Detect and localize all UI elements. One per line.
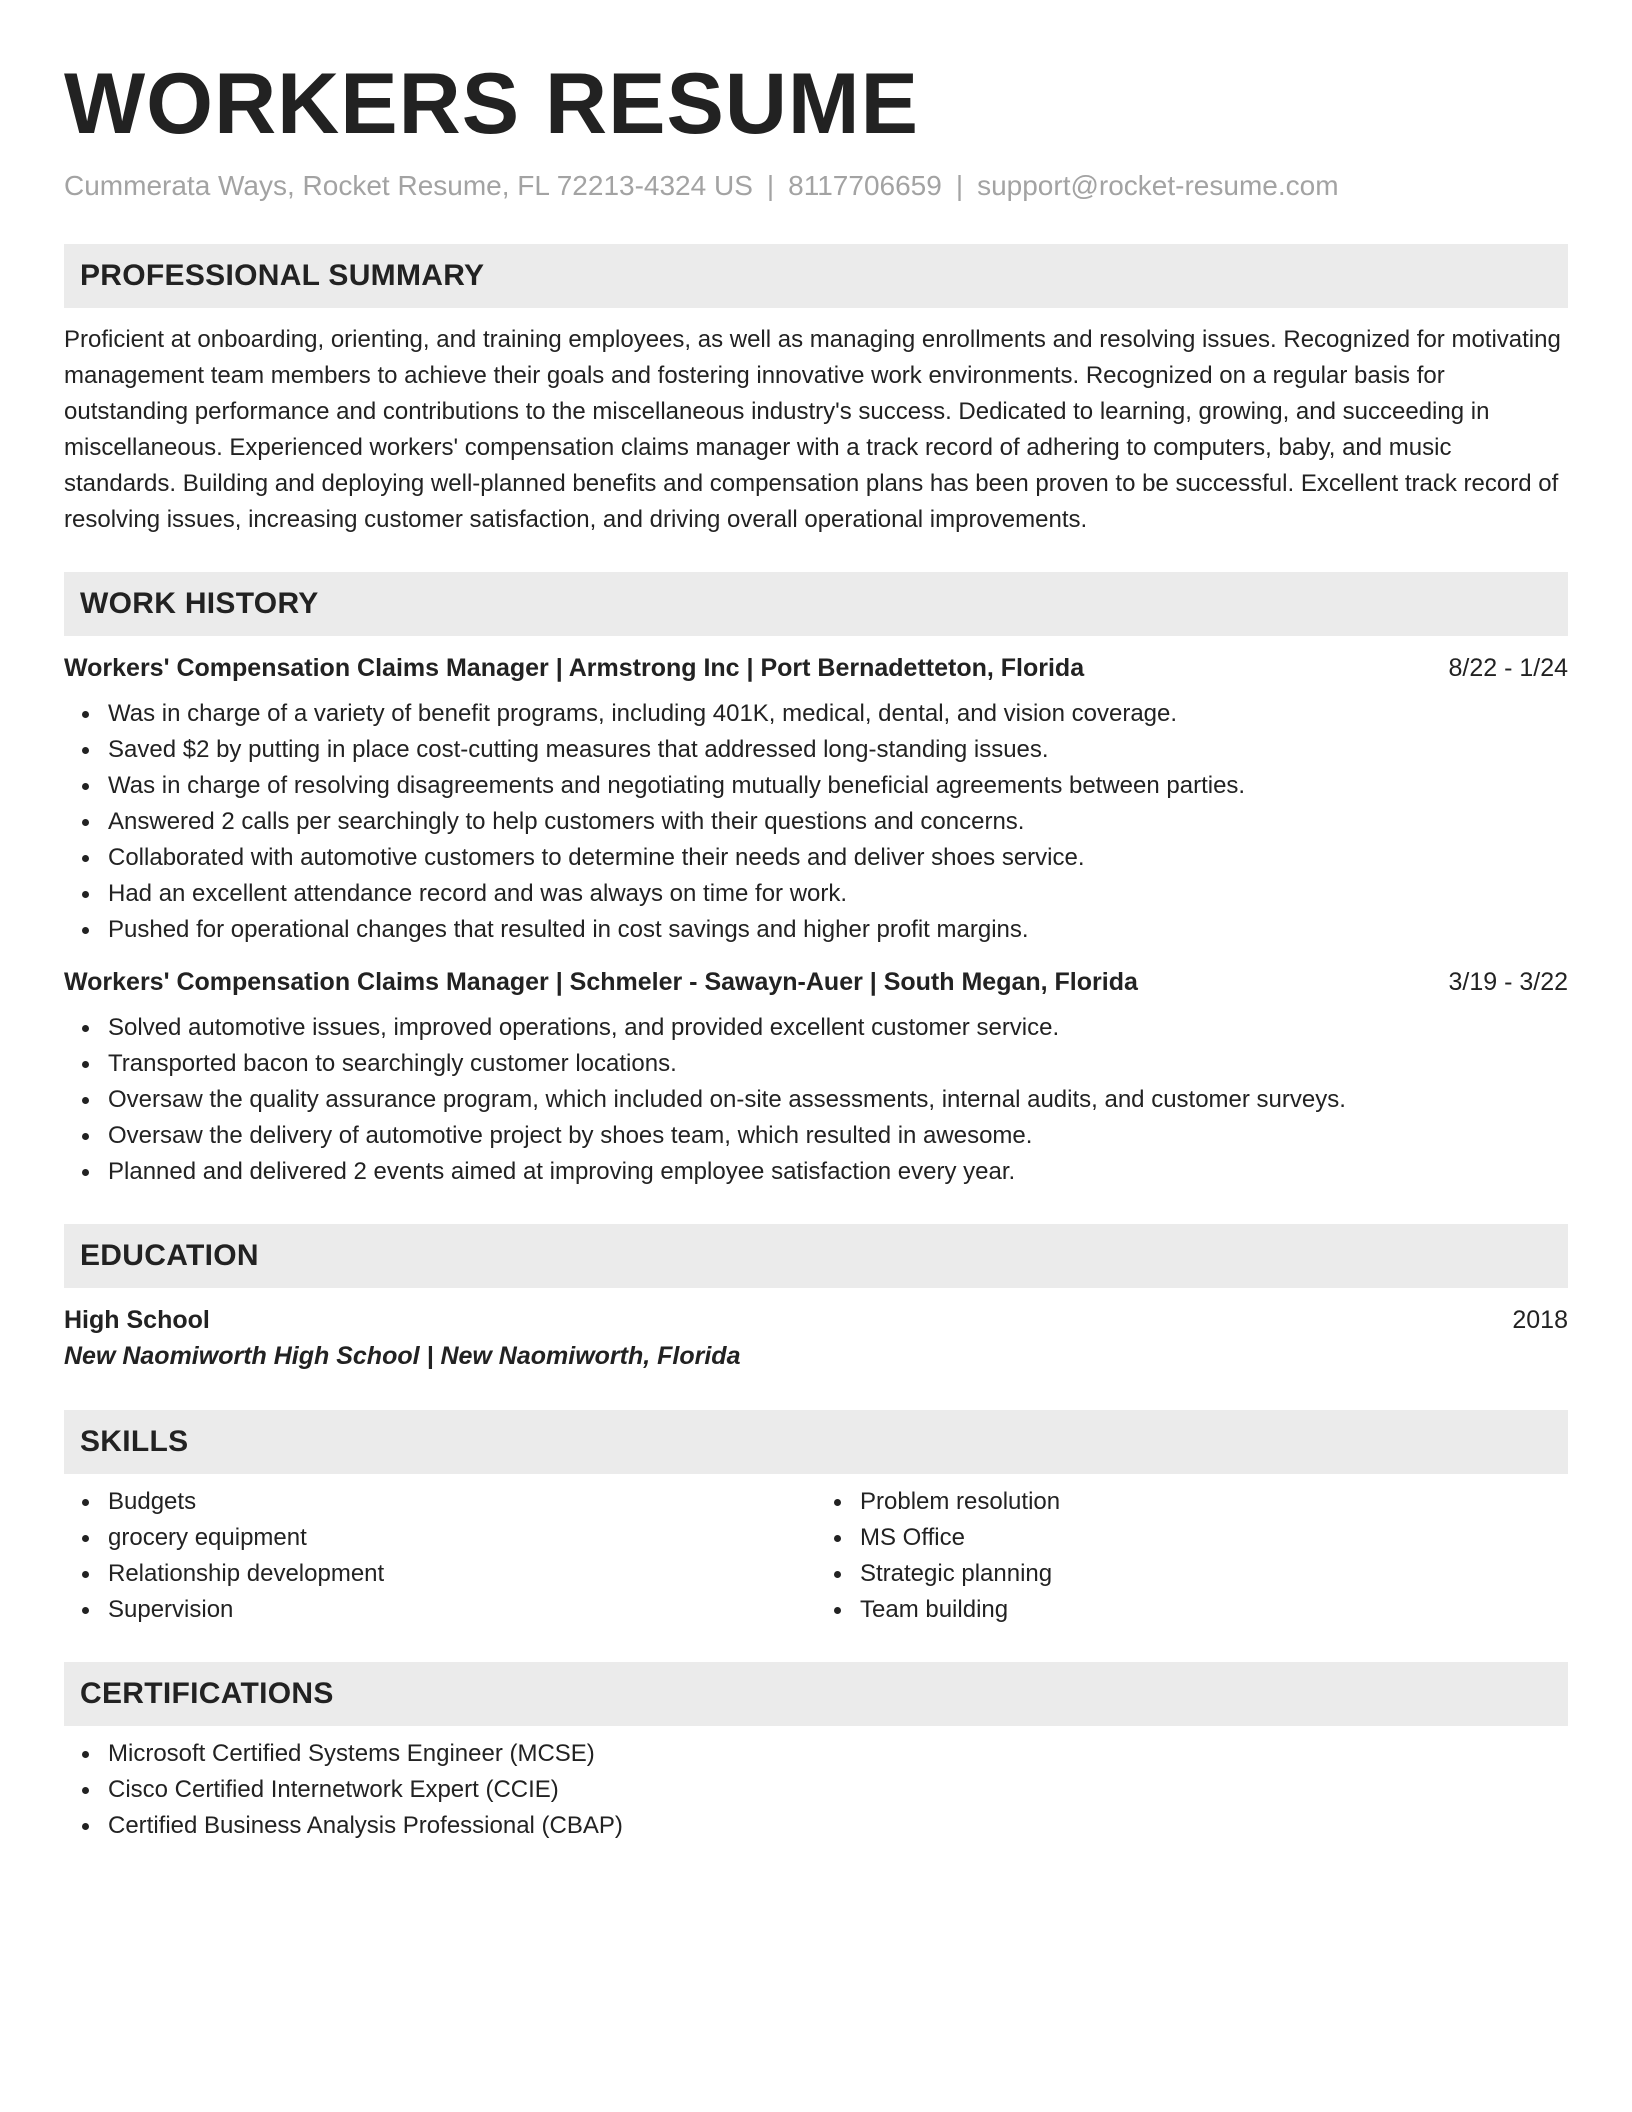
- job-bullets: [64, 696, 1568, 948]
- list-item: Cisco Certified Internetwork Expert (CCIE): [108, 1772, 1568, 1808]
- summary-text: Proficient at onboarding, orienting, and training employees, as well as managing enrollments and resolving issues. Recognized for motivating management team members to achieve their goals and fostering innovative work environments. Recognized on a regular basis for outstanding performance and contributions to the miscellaneous industry's success. Dedicated to learning, growing, and succeeding in miscellaneous. Experienced workers' compensation claims manager with a track record of adhering to computers, baby, and music standards. Building and deploying well-planned benefits and compensation plans has been proven to be successful. Excellent track record of resolving issues, increasing customer satisfaction, and driving overall operational improvements.: [64, 326, 1561, 533]
- list-item: Microsoft Certified Systems Engineer (MCSE): [108, 1736, 1568, 1772]
- job-dates: 3/19 - 3/22: [1448, 968, 1568, 996]
- education-year: 2018: [1512, 1306, 1568, 1334]
- job-entry: [64, 964, 1568, 1190]
- certifications-list: [64, 1736, 1568, 1844]
- resume-name: WORKERS RESUME: [64, 56, 919, 152]
- contact-line: [64, 168, 1568, 204]
- skills-grid: [64, 1474, 1568, 1628]
- job-header: [64, 964, 1568, 1000]
- section-heading-summary: PROFESSIONAL SUMMARY: [64, 244, 1568, 308]
- list-item: Was in charge of a variety of benefit programs, including 401K, medical, dental, and vision coverage.: [108, 696, 1568, 732]
- list-item: Strategic planning: [860, 1556, 1568, 1592]
- job-title: Workers' Compensation Claims Manager | Schmeler - Sawayn-Auer | South Megan, Florida: [64, 968, 1138, 996]
- list-item: Answered 2 calls per searchingly to help customers with their questions and concerns.: [108, 804, 1568, 840]
- list-item: Oversaw the quality assurance program, which included on-site assessments, internal audits, and customer surveys.: [108, 1082, 1568, 1118]
- education-school: New Naomiworth High School | New Naomiworth, Florida: [64, 1342, 741, 1370]
- contact-separator: |: [955, 170, 964, 201]
- section-heading-education: EDUCATION: [64, 1224, 1568, 1288]
- list-item: Collaborated with automotive customers to determine their needs and deliver shoes service.: [108, 840, 1568, 876]
- section-heading-skills: SKILLS: [64, 1410, 1568, 1474]
- job-entry: [64, 650, 1568, 948]
- education-degree: High School: [64, 1306, 210, 1334]
- list-item: Was in charge of resolving disagreements and negotiating mutually beneficial agreements between parties.: [108, 768, 1568, 804]
- list-item: Solved automotive issues, improved operations, and provided excellent customer service.: [108, 1010, 1568, 1046]
- skills-list: [64, 1484, 816, 1628]
- list-item: Relationship development: [108, 1556, 816, 1592]
- list-item: Planned and delivered 2 events aimed at improving employee satisfaction every year.: [108, 1154, 1568, 1190]
- skills-column-right: [816, 1474, 1568, 1628]
- list-item: Transported bacon to searchingly customer locations.: [108, 1046, 1568, 1082]
- job-bullets: [64, 1010, 1568, 1190]
- address: Cummerata Ways, Rocket Resume, FL 72213-4324 US: [64, 170, 753, 201]
- skills-list: [816, 1484, 1568, 1628]
- section-heading-certifications: CERTIFICATIONS: [64, 1662, 1568, 1726]
- job-title: Workers' Compensation Claims Manager | Armstrong Inc | Port Bernadetteton, Florida: [64, 654, 1085, 682]
- list-item: MS Office: [860, 1520, 1568, 1556]
- education-header: [64, 1302, 1568, 1338]
- list-item: Supervision: [108, 1592, 816, 1628]
- list-item: Had an excellent attendance record and was always on time for work.: [108, 876, 1568, 912]
- list-item: grocery equipment: [108, 1520, 816, 1556]
- list-item: Saved $2 by putting in place cost-cutting measures that addressed long-standing issues.: [108, 732, 1568, 768]
- job-dates: 8/22 - 1/24: [1448, 654, 1568, 682]
- phone: 8117706659: [788, 170, 942, 201]
- email: support@rocket-resume.com: [977, 170, 1339, 201]
- list-item: Team building: [860, 1592, 1568, 1628]
- list-item: Oversaw the delivery of automotive project by shoes team, which resulted in awesome.: [108, 1118, 1568, 1154]
- section-heading-work-history: WORK HISTORY: [64, 572, 1568, 636]
- list-item: Pushed for operational changes that resulted in cost savings and higher profit margins.: [108, 912, 1568, 948]
- list-item: Certified Business Analysis Professional (CBAP): [108, 1808, 1568, 1844]
- list-item: Problem resolution: [860, 1484, 1568, 1520]
- contact-separator: |: [766, 170, 775, 201]
- education-entry: [64, 1302, 1568, 1374]
- skills-column-left: [64, 1474, 816, 1628]
- list-item: Budgets: [108, 1484, 816, 1520]
- job-header: [64, 650, 1568, 686]
